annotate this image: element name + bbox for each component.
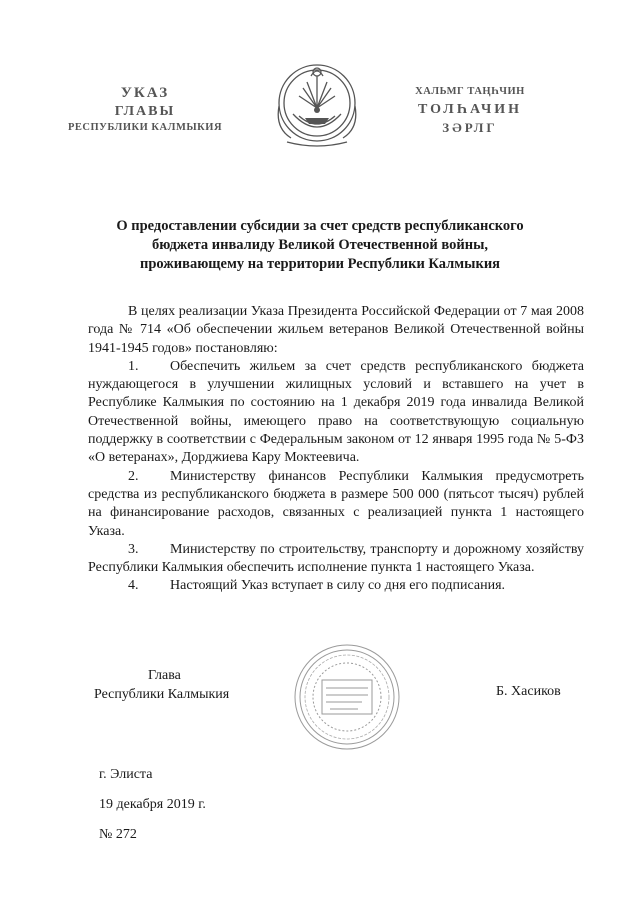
document-title <box>80 217 560 274</box>
footer-city: г. Элиста <box>99 767 153 782</box>
list-item-number: 2. <box>128 468 139 484</box>
header-left-line2: ГЛАВЫ <box>114 104 176 119</box>
header-left <box>60 84 230 135</box>
coat-of-arms-emblem-icon <box>273 58 361 150</box>
header-right-line2: ТОЛҺАЧИН <box>417 102 523 117</box>
title-line3: проживающему на территории Республики Калмыкия <box>139 256 501 272</box>
list-item <box>88 541 584 578</box>
header-right <box>395 84 545 136</box>
list-item <box>88 468 584 541</box>
footer-number: № 272 <box>99 827 137 842</box>
header-left-line3: РЕСПУБЛИКИ КАЛМЫКИЯ <box>67 122 223 133</box>
list-item <box>88 358 584 468</box>
list-item-text: Настоящий Указ вступает в силу со дня его подписания. <box>170 578 506 594</box>
list-item-number: 3. <box>128 541 139 557</box>
intro-paragraph: В целях реализации Указа Президента Российской Федерации от 7 мая 2008 года № 714 «Об обеспечении жильем ветеранов Великой Отечественной войны 1941-1945 годов» постановляю: <box>88 304 584 356</box>
signatory-role-line1: Глава <box>148 668 181 683</box>
list-item-text: Министерству финансов Республики Калмыкия предусмотреть средства из республиканского бюджета в размере 500 000 (пятьсот тысяч) рублей на финансирование расходов, связанных с реализацией пункта 1 настоящего Указа. <box>88 468 584 539</box>
document-footer <box>99 767 206 843</box>
signatory-role-line2: Республики Калмыкия <box>94 687 230 702</box>
list-item-text: Министерству по строительству, транспорту и дорожному хозяйству Республики Калмыкия обеспечить исполнение пункта 1 настоящего Указа. <box>88 541 584 576</box>
title-line1: О предоставлении субсидии за счет средств республиканского <box>116 218 524 234</box>
header-right-line1: ХАЛЬМГ ТАҢҺЧИН <box>415 86 525 97</box>
list-item-text: Обеспечить жильем за счет средств республиканского бюджета нуждающегося в улучшении жилищных условий и вставшего на учет в Республике Калмыкия по состоянию на 1 декабря 2019 года инвалида Великой Отечественной войны, имеющего право на соответствующую социальную поддержку в соответствии с Федеральным законом от 12 января 1995 года № 5-ФЗ «О ветеранах», Дорджиева Кару Моктеевича. <box>88 358 584 466</box>
official-stamp-icon <box>292 642 402 752</box>
list-item-number: 1. <box>128 358 139 374</box>
signatory-role <box>94 666 229 704</box>
list-item-number: 4. <box>128 578 139 594</box>
title-line2: бюджета инвалиду Великой Отечественной войны, <box>151 237 489 253</box>
signatory-name: Б. Хасиков <box>496 684 561 699</box>
list-item <box>88 577 584 595</box>
document-body <box>88 303 584 596</box>
header-left-line1: УКАЗ <box>120 85 170 101</box>
footer-date: 19 декабря 2019 г. <box>99 797 206 812</box>
header-right-line3: ЗӘРЛГ <box>442 120 498 135</box>
